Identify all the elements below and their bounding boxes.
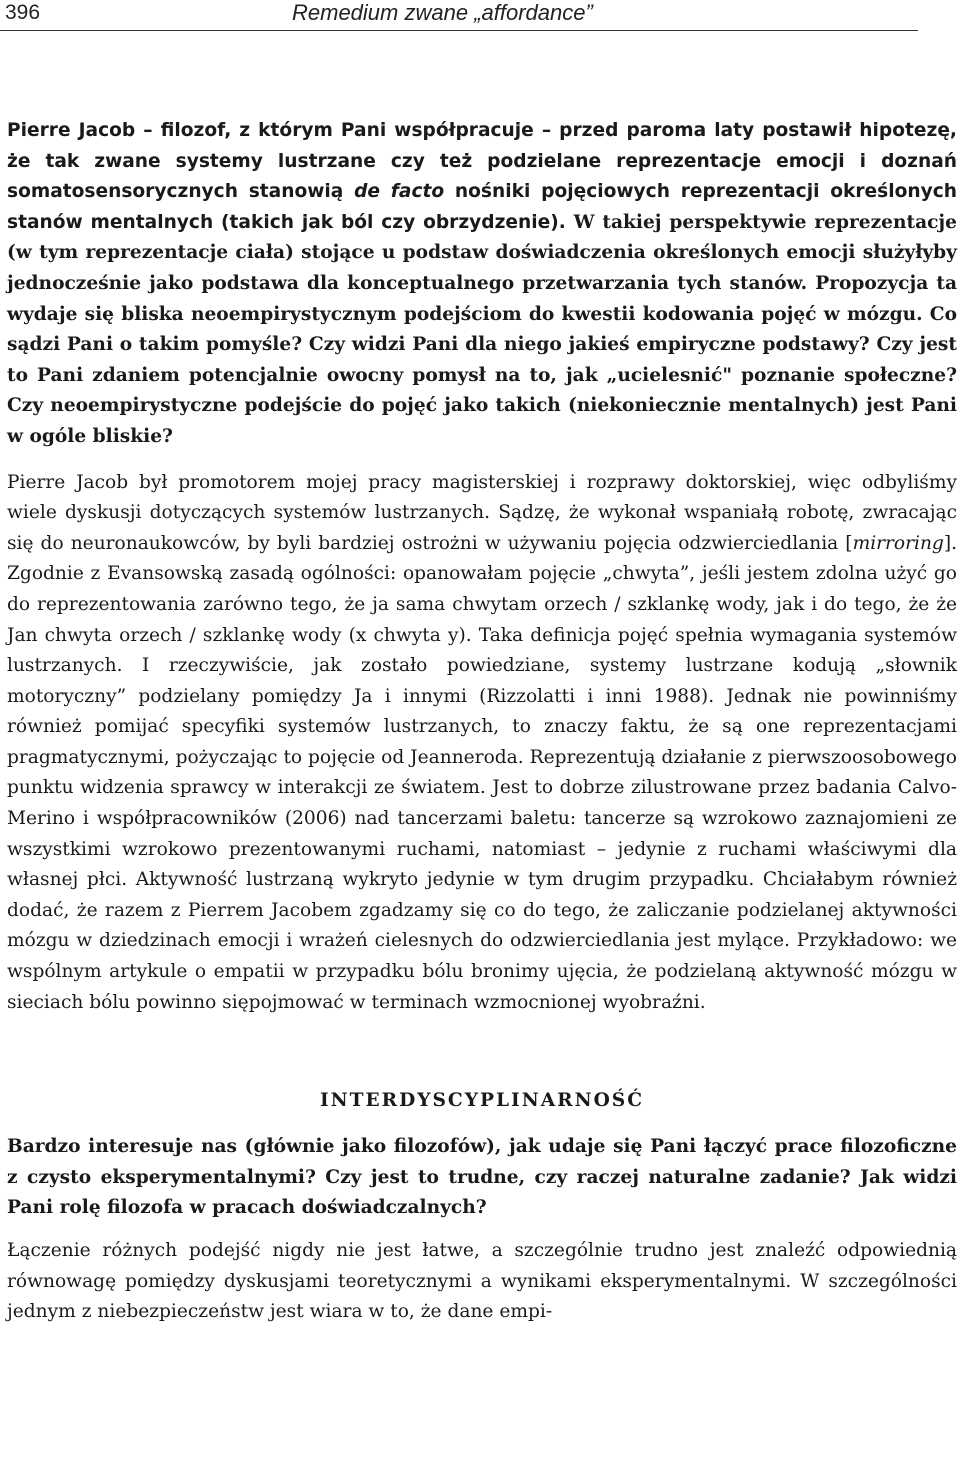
page-header	[0, 0, 960, 30]
header-rule	[0, 30, 918, 31]
page-body	[7, 116, 957, 1328]
interview-answer-1	[7, 468, 957, 1019]
section-heading: INTERDYSCYPLINARNOŚĆ	[319, 1090, 645, 1112]
answer-1-part-2: ]. Zgodnie z Evansowską zasadą ogólności: opanowałam pojęcie „chwyta”, jeśli jestem zdolna użyć go do reprezentowania zarówno tego, że ja sama chwytam orzech / szklankę wody, jak i do tego, że że Jan chwyta orzech / szklankę wody (x chwyta y). Taka definicja pojęć spełnia wymagania systemów lustrzanych. I rzeczywiście, jak zostało powiedziane, systemy lustrzane kodują „słownik motoryczny” podzielany pomiędzy Ja i innymi (Rizzolatti i inni 1988). Jednak nie powinniśmy również pomijać specyfiki systemów lustrzanych, to znaczy faktu, że są one reprezentacjami pragmatycznymi, pożyczając to pojęcie od Jeanneroda. Reprezentują działanie z pierwszoosobowego punktu widzenia sprawcy w interakcji ze światem. Jest to dobrze zilustrowane przez badania Calvo-Merino i współpracowników (2006) nad tancerzami baletu: tancerze są wzrokowo zaznajomieni ze wszystkimi wzrokowo prezentowanymi ruchami, natomiast – jedynie z ruchami właściwymi dla własnej płci. Aktywność lustrzaną wykryto jedynie w tym drugim przypadku. Chciałabym również dodać, że razem z Pierrem Jacobem zgadzamy się co do tego, że zaliczanie podzielanej aktywności mózgu w dziedzinach emocji i wrażeń cielesnych do odzwierciedlania jest mylące. Przykładowo: we wspólnym artykule o empatii w przypadku bólu bronimy ujęcia, że podzielaną aktywność mózgu w sieciach bólu powinno siępojmować w terminach wzmocnionej wyobraźni.	[7, 532, 957, 1013]
question-1-part-3: W takiej perspektywie reprezentacje (w tym reprezentacje ciała) stojące u podstaw doświadczenia określonych emocji służyłyby jednocześnie jako podstawa dla konceptualnego przetwarzania tych stanów. Propozycja ta wydaje się bliska neoempirystycznym podejściom do kwestii kodowania pojęć w mózgu. Co sądzi Pani o takim pomyśle? Czy widzi Pani dla niego jakieś empiryczne podstawy? Czy jest to Pani zdaniem potencjalnie owocny pomysł na to, jak „ucielesnić" poznanie społeczne? Czy neoempirystyczne podejście do pojęć jako takich (niekoniecznie mentalnych) jest Pani w ogóle bliskie?	[7, 211, 957, 447]
running-title: Remedium zwane „affordance”	[292, 0, 593, 25]
page-number: 396	[5, 1, 41, 24]
question-1-italic: de facto	[354, 181, 445, 203]
spacer	[7, 453, 957, 468]
spacer	[7, 1224, 957, 1236]
interview-question-2: Bardzo interesuje nas (głównie jako filozofów), jak udaje się Pani łączyć prace filozoficzne z czysto eksperymentalnymi? Czy jest to trudne, czy raczej naturalne zadanie? Jak widzi Pani rolę filozofa w pracach doświadczalnych?	[7, 1136, 957, 1219]
spacer	[7, 1018, 957, 1086]
answer-1-part-1: Pierre Jacob był promotorem mojej pracy magisterskiej i rozprawy doktorskiej, więc odbyliśmy wiele dyskusji dotyczących systemów lustrzanych. Sądzę, że wykonał wspaniałą robotę, zwracając się do neuronaukowców, by byli bardziej ostrożni w używaniu pojęcia odzwierciedlania [	[7, 471, 957, 554]
answer-1-italic: mirroring	[852, 532, 944, 554]
interview-answer-2: Łączenie różnych podejść nigdy nie jest łatwe, a szczególnie trudno jest znaleźć odpowiednią równowagę pomiędzy dyskusjami teoretycznymi a wynikami eksperymentalnymi. W szczególności jednym z niebezpieczeństw jest wiara w to, że dane empi-	[7, 1240, 957, 1323]
interview-question-1	[7, 116, 957, 453]
question-1-part-2: nośniki pojęciowych reprezentacji określonych stanów mentalnych (takich jak ból czy obrzydzenie).	[7, 181, 957, 233]
question-1-part-1: Pierre Jacob – filozof, z którym Pani współpracuje – przed paroma laty postawił hipotezę, że tak zwane systemy lustrzane czy też podzielane reprezentacje emocji i doznań somatosensorycznych stanowią	[7, 120, 957, 203]
